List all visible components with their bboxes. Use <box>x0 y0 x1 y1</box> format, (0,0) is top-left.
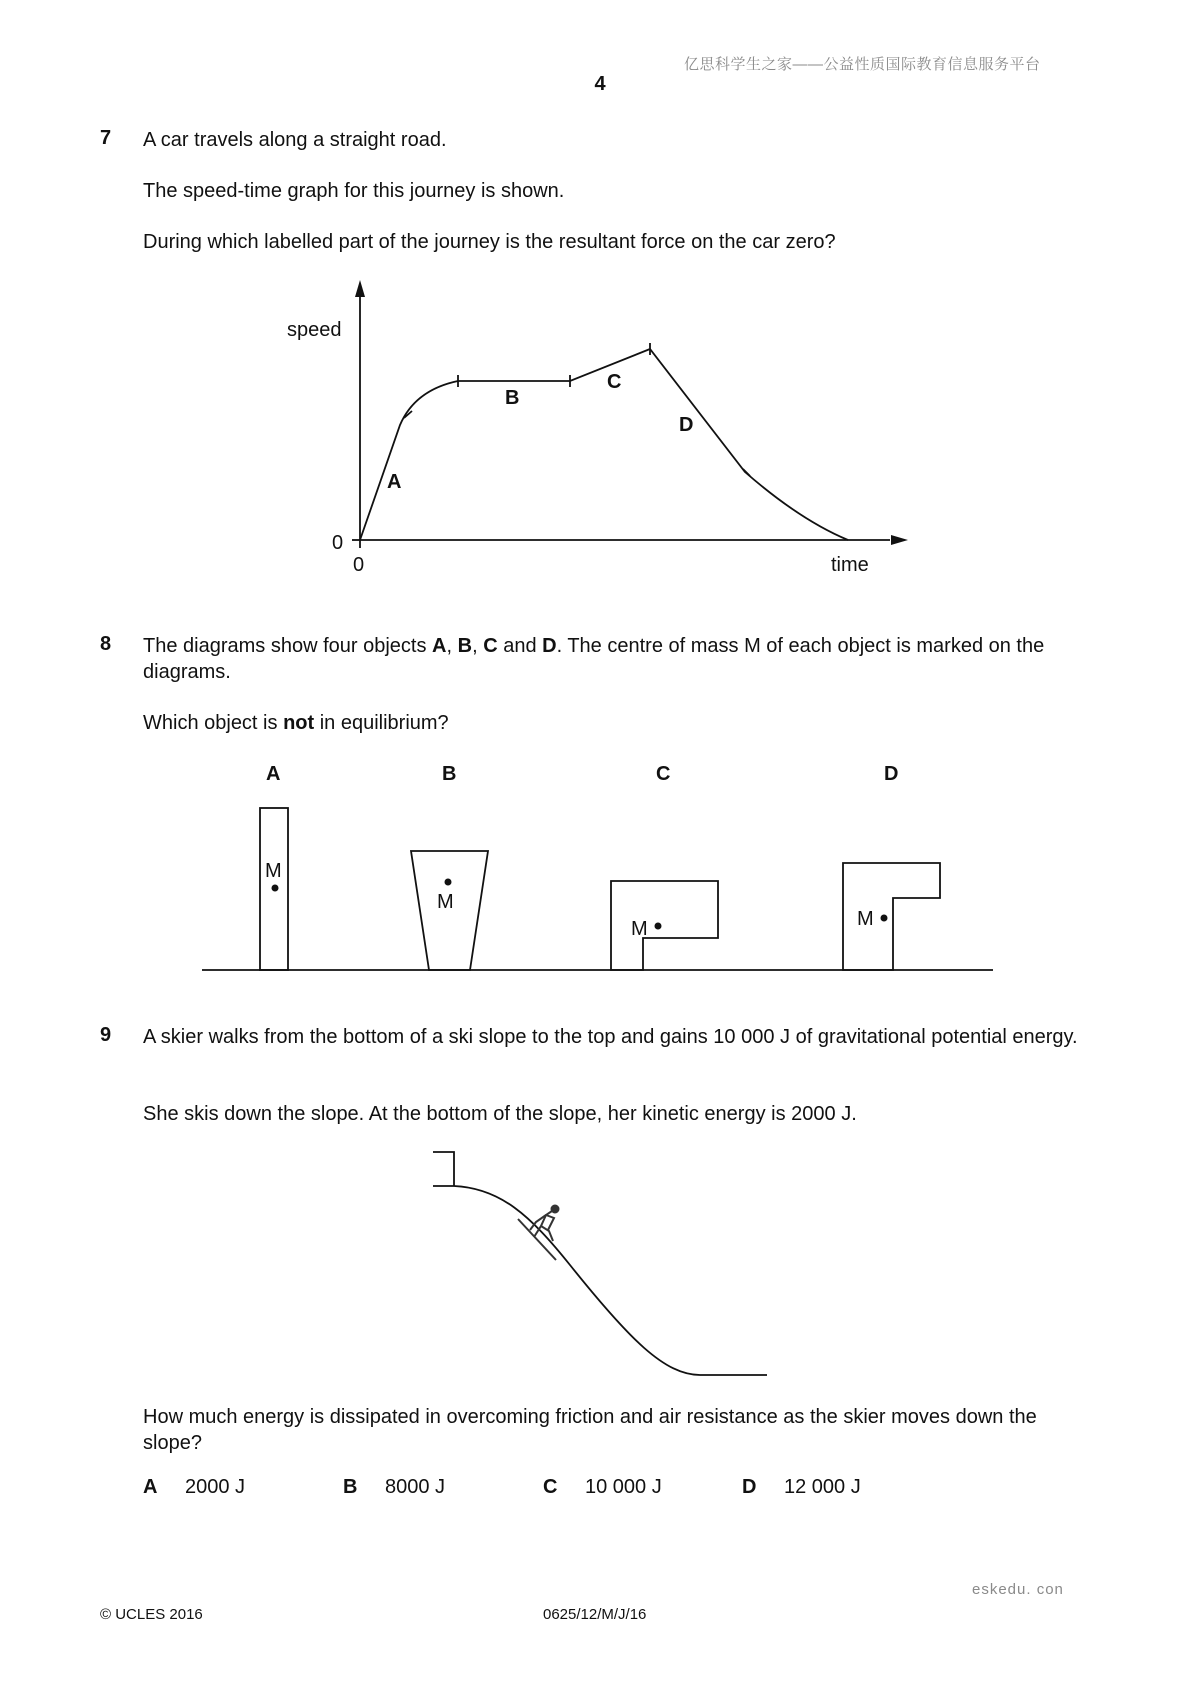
question-7-line1: A car travels along a straight road. <box>143 129 447 151</box>
object-a-mass-label: M <box>265 860 282 882</box>
question-7-line2: The speed-time graph for this journey is shown. <box>143 180 565 202</box>
object-ref-d: D <box>542 635 557 657</box>
page-number: 4 <box>594 73 606 95</box>
object-d-letter: D <box>884 763 899 785</box>
object-b-letter: B <box>442 763 457 785</box>
watermark-bottom: eskedu. con <box>972 1581 1064 1598</box>
question-9-line3: How much energy is dissipated in overcoming friction and air resistance as the skier moves down the slope? <box>143 1406 1037 1454</box>
object-c-mass-label: M <box>631 918 648 940</box>
object-ref-c: C <box>483 635 498 657</box>
question-8-number: 8 <box>100 633 112 655</box>
object-ref-a: A <box>432 635 447 657</box>
question-7-number: 7 <box>100 127 112 149</box>
x-axis-label: time <box>831 554 869 576</box>
footer-copyright: © UCLES 2016 <box>100 1606 203 1623</box>
question-8-text: The diagrams show four objects A, B, C and D. The centre of mass M of each object is marked on the diagrams. <box>143 635 1045 683</box>
question-9-line1: A skier walks from the bottom of a ski slope to the top and gains 10 000 J of gravitational potential energy. <box>143 1026 1078 1048</box>
skier-figure <box>518 1206 559 1261</box>
question-8-question: Which object is not in equilibrium? <box>143 712 449 734</box>
graph-label-a: A <box>387 471 402 493</box>
object-d-mass-label: M <box>857 908 874 930</box>
watermark-top: 亿思科学生之家——公益性质国际教育信息服务平台 <box>684 56 1041 73</box>
slope-top-platform <box>433 1152 454 1186</box>
footer-code: 0625/12/M/J/16 <box>543 1606 647 1623</box>
object-b-mass-label: M <box>437 891 454 913</box>
slope-curve <box>433 1186 767 1375</box>
question-9-line2: She skis down the slope. At the bottom of the slope, her kinetic energy is 2000 J. <box>143 1103 857 1125</box>
y-axis-label: speed <box>287 319 342 341</box>
answer-options: A 2000 J B 8000 J C 10 000 J D 12 000 J <box>143 1476 861 1498</box>
object-ref-b: B <box>457 635 473 657</box>
question-7-line3: During which labelled part of the journey is the resultant force on the car zero? <box>143 231 836 253</box>
question-9-number: 9 <box>100 1024 112 1046</box>
y-origin-label: 0 <box>332 532 344 554</box>
graph-label-b: B <box>505 387 520 409</box>
graph-label-d: D <box>679 414 694 436</box>
object-a-letter: A <box>266 763 281 785</box>
graph-label-c: C <box>607 371 622 393</box>
x-origin-label: 0 <box>353 554 365 576</box>
object-c-letter: C <box>656 763 671 785</box>
